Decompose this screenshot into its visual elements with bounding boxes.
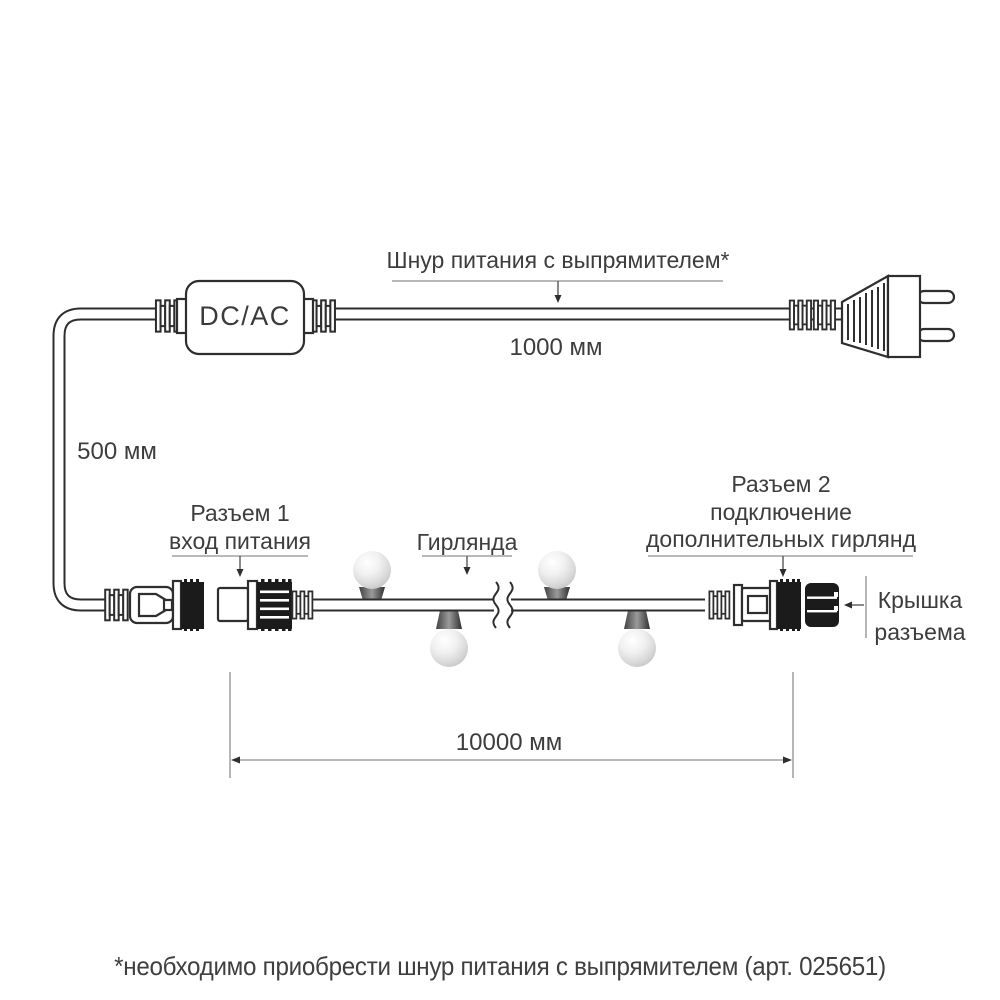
callout-connector1	[172, 556, 308, 577]
bulb-socket	[624, 611, 650, 630]
power-cord-label: Шнур питания с выпрямителем*	[386, 247, 730, 273]
callout-power-cord	[392, 281, 723, 303]
footnote: *необходимо приобрести шнур питания с выпрямителем (арт. 025651)	[114, 951, 886, 981]
connector-nut	[257, 579, 292, 631]
strain-relief-icon	[312, 300, 335, 331]
strain-relief-icon	[156, 300, 179, 331]
plug-prong	[918, 291, 954, 303]
bulb	[618, 629, 656, 667]
connector-nut	[777, 579, 801, 631]
callout-garland	[422, 556, 512, 575]
connector2-label-line3: дополнительных гирлянд	[646, 526, 916, 552]
plug-front	[888, 276, 920, 357]
garland-dimension	[230, 672, 793, 778]
garland-label: Гирлянда	[416, 529, 518, 555]
bulb-socket	[359, 587, 385, 601]
cap-label	[874, 584, 965, 648]
connector1-power-input	[218, 579, 312, 631]
connector1-label-line2: вход питания	[169, 528, 311, 554]
connector2-extension	[709, 579, 801, 631]
break-symbol	[493, 582, 512, 628]
callout-connector2	[648, 556, 913, 577]
connector-cap	[805, 583, 839, 627]
power-cord-length-label: 1000 мм	[509, 334, 603, 361]
connector1-label-line1: Разъем 1	[190, 500, 290, 526]
lead-length-label: 500 мм	[77, 438, 157, 465]
garland-string	[313, 551, 705, 667]
callout-cap	[844, 576, 866, 638]
bulb-socket	[544, 587, 570, 601]
strain-relief-icon	[814, 301, 835, 330]
connector1-label	[169, 499, 311, 555]
strain-relief-icon	[292, 591, 312, 618]
connector2-label-line2: подключение	[710, 498, 852, 525]
connector2-label-line1: Разъем 2	[731, 471, 831, 497]
power-plug-icon	[790, 276, 954, 357]
connector-plug	[218, 588, 248, 621]
strain-relief-icon	[790, 301, 811, 330]
garland-length-label: 10000 мм	[455, 729, 563, 756]
plug-prong	[918, 329, 954, 341]
cap-label-line2: разъема	[874, 619, 966, 645]
lead-connector-female	[105, 579, 204, 631]
connector2-label	[646, 471, 916, 554]
connector-nut	[181, 579, 204, 631]
strain-relief-icon	[105, 590, 128, 621]
dc-ac-label: DC/AC	[199, 301, 291, 331]
bulb	[430, 629, 468, 667]
plug-ridges	[848, 283, 884, 351]
bulb-socket	[436, 611, 462, 630]
bulb	[538, 551, 576, 589]
cap-label-line1: Крышка	[877, 587, 963, 613]
bulb	[353, 551, 391, 589]
strain-relief-icon	[709, 591, 729, 618]
